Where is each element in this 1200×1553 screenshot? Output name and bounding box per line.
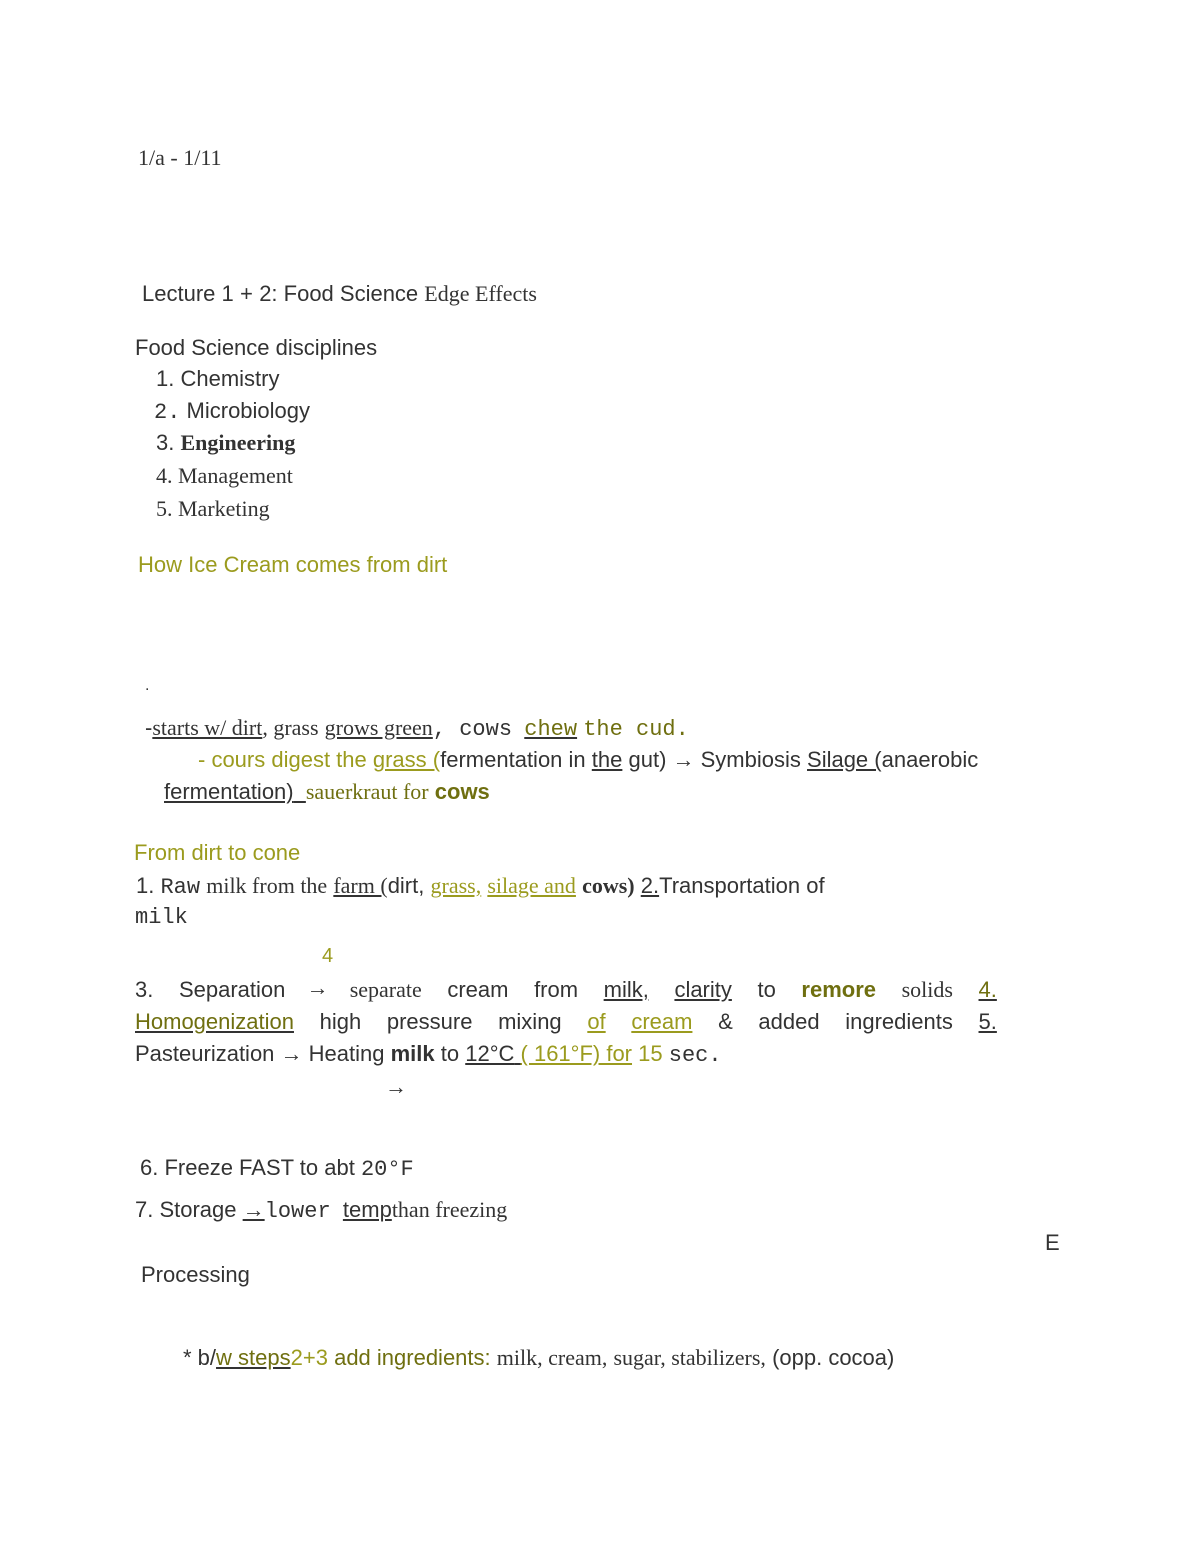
discipline-item: 5. Marketing — [156, 496, 270, 521]
cud-line: -starts w/ dirt, grass grows green, cows chew the cud. — [145, 715, 689, 742]
section-heading-ice-cream: How Ice Cream comes from dirt — [138, 552, 448, 577]
step-5: Pasteurization → Heating milk to 12°C ( 161°F) for 15 sec. — [135, 1041, 722, 1068]
discipline-item: 3. Engineering — [156, 430, 296, 455]
fermentation-line: fermentation) sauerkraut for cows — [164, 779, 490, 804]
digest-line: - cours digest the grass (fermentation in the gut) → Symbiosis Silage (anaerobic — [198, 747, 979, 772]
step-7: 7. Storage →lower tempthan freezing — [135, 1197, 508, 1224]
step-4: Homogenization high pressure mixing of cream & added ingredients 5. — [135, 1009, 997, 1034]
step-1-continued: milk — [135, 905, 188, 930]
step-6: 6. Freeze FAST to abt 20°F — [140, 1155, 414, 1182]
ingredients-note: * b/w steps2+3 add ingredients: milk, cream, sugar, stabilizers, (opp. cocoa) — [183, 1345, 895, 1370]
arrow-marker: → — [385, 1074, 407, 1099]
disciplines-heading: Food Science disciplines — [135, 335, 378, 360]
discipline-item: 2. Microbiology — [154, 398, 311, 425]
step-3: 3. Separation → separate cream from milk, clarity to remore solids 4. — [135, 977, 997, 1002]
marker-e: E — [1045, 1230, 1060, 1255]
discipline-item: 4. Management — [156, 463, 293, 488]
step-1: 1. Raw milk from the farm (dirt, grass, silage and cows) 2.Transportation of — [136, 873, 825, 900]
marker-4: 4 — [322, 945, 334, 967]
section-heading-cone: From dirt to cone — [134, 840, 301, 865]
date-range: 1/a - 1/11 — [138, 145, 222, 170]
discipline-item: 1. Chemistry — [156, 366, 280, 391]
page-title: Lecture 1 + 2: Food Science Edge Effects — [142, 281, 537, 308]
dot-marker: . — [145, 677, 150, 694]
processing-label: Processing — [141, 1262, 250, 1287]
